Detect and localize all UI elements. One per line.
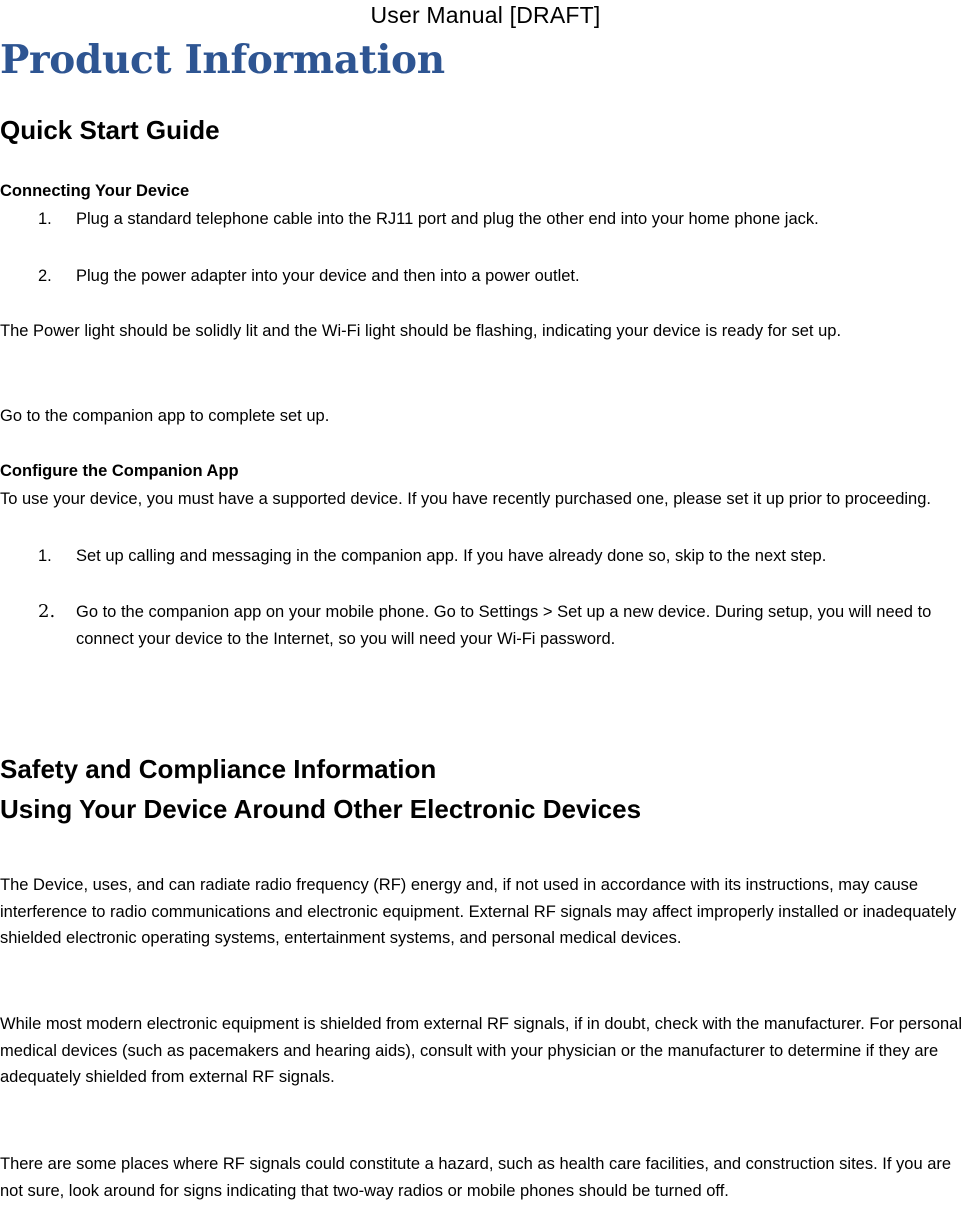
configure-step-1-number: 1. bbox=[38, 547, 52, 565]
electronic-devices-heading: Using Your Device Around Other Electronic Devices bbox=[0, 794, 642, 824]
hazard-places-paragraph: There are some places where RF signals could constitute a hazard, such as health care facilities, and construction sites. If you are not sure, look around for signs indicating that two-way radios or mobile phones should be turned off. bbox=[0, 1155, 952, 1200]
configure-heading: Configure the Companion App bbox=[0, 462, 239, 480]
configure-intro: To use your device, you must have a supported device. If you have recently purchased one, please set it up prior to proceeding. bbox=[0, 490, 931, 508]
rf-energy-paragraph: The Device, uses, and can radiate radio frequency (RF) energy and, if not used in accordance with its instructions, may cause interference to radio communications and electronic equipment. External RF signals may affect improperly installed or inadequately shielded electronic operating systems, entertainment systems, and personal medical devices. bbox=[0, 876, 957, 947]
connecting-heading: Connecting Your Device bbox=[0, 182, 190, 200]
companion-app-paragraph: Go to the companion app to complete set up. bbox=[0, 407, 330, 425]
connecting-step-2-number: 2. bbox=[38, 267, 52, 285]
page-title: Product Information bbox=[0, 37, 445, 83]
power-light-paragraph: The Power light should be solidly lit and the Wi-Fi light should be flashing, indicating your device is ready for set up. bbox=[0, 322, 842, 340]
safety-heading: Safety and Compliance Information bbox=[0, 754, 437, 784]
document-header-title: User Manual [DRAFT] bbox=[370, 2, 601, 28]
shielding-paragraph: While most modern electronic equipment is shielded from external RF signals, if in doubt, check with the manufacturer. For personal medical devices (such as pacemakers and hearing aids), consult with your physician or the manufacturer to determine if they are adequately shielded from external RF signals. bbox=[0, 1015, 963, 1086]
connecting-step-1-text: Plug a standard telephone cable into the RJ11 port and plug the other end into your home phone jack. bbox=[76, 210, 819, 228]
configure-step-1-text: Set up calling and messaging in the companion app. If you have already done so, skip to the next step. bbox=[76, 547, 827, 565]
connecting-step-1-number: 1. bbox=[38, 210, 52, 228]
connecting-step-2-text: Plug the power adapter into your device and then into a power outlet. bbox=[76, 267, 580, 285]
quick-start-heading: Quick Start Guide bbox=[0, 115, 220, 145]
configure-step-2-text: Go to the companion app on your mobile phone. Go to Settings > Set up a new device. During setup, you will need to connect your device to the Internet, so you will need your Wi-Fi password. bbox=[76, 603, 932, 648]
configure-step-2-number: 2. bbox=[38, 601, 56, 622]
